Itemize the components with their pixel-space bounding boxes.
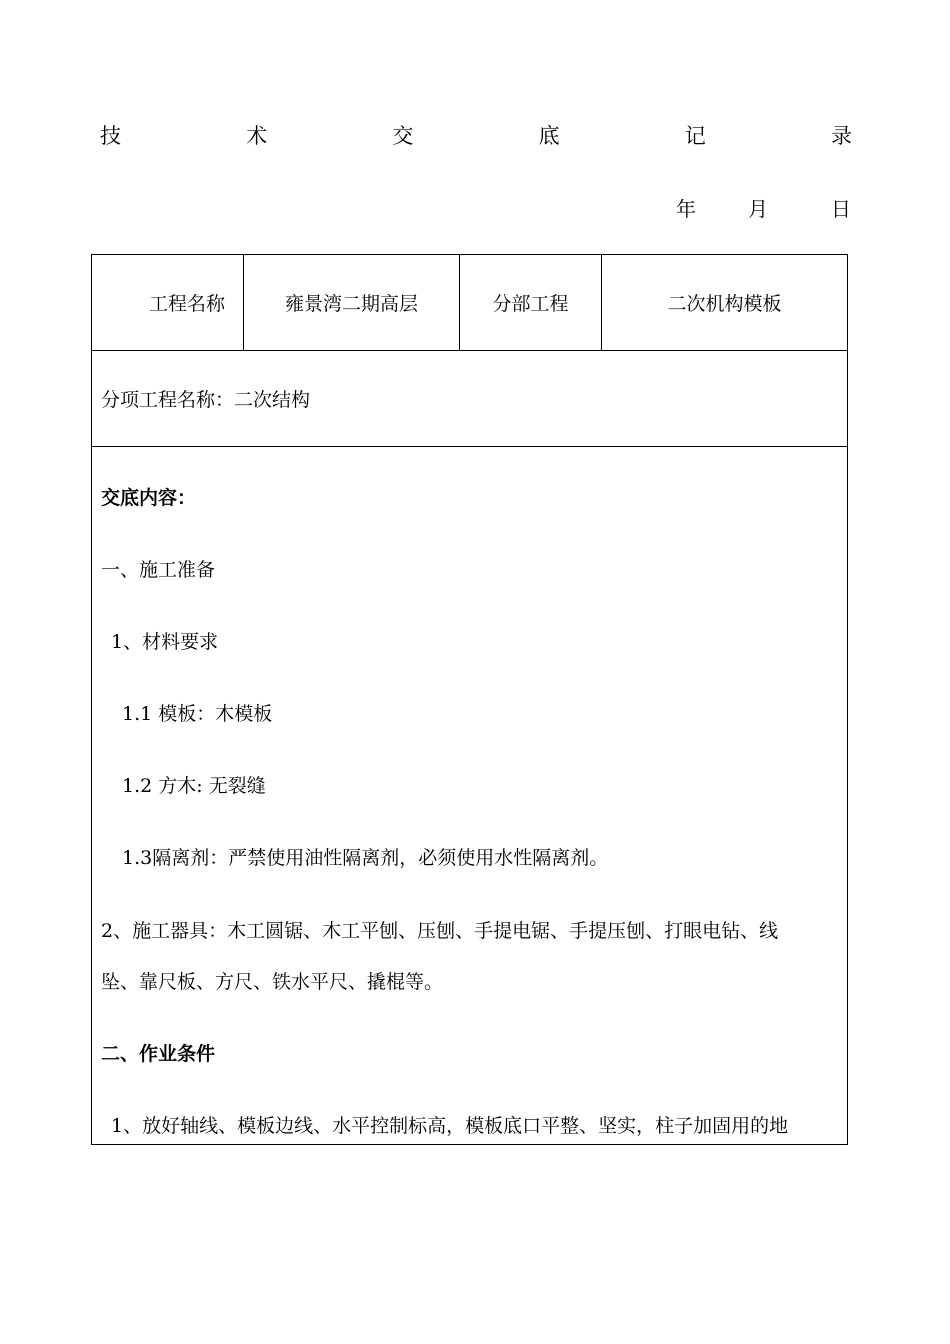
date-year: 年: [676, 197, 696, 221]
division-label: 分部工程: [460, 255, 602, 351]
material-requirements: 1、材料要求: [111, 631, 219, 653]
tools-line-1: 2、施工器具：木工圆锯、木工平刨、压刨、手提电锯、手提压刨、打眼电钻、线: [101, 920, 779, 942]
subitem-row: [92, 351, 848, 447]
material-timber: 1.2 方木: 无裂缝: [122, 775, 266, 797]
title-char: 记: [684, 124, 706, 148]
header-row: [92, 255, 848, 351]
project-name-value: 雍景湾二期高层: [244, 255, 460, 351]
content-heading: 交底内容：: [101, 487, 197, 509]
date-day: 日: [831, 197, 851, 221]
date-line: [0, 193, 950, 223]
section-work-conditions: 二、作业条件: [101, 1043, 216, 1065]
material-formwork: 1.1 模板：木模板: [122, 703, 273, 725]
title-char: 录: [830, 124, 852, 148]
date-month: 月: [748, 197, 768, 221]
document-title: [100, 120, 852, 150]
subitem-name: 分项工程名称：二次结构: [92, 351, 848, 447]
content-cell: [92, 447, 848, 1145]
title-char: 交: [392, 124, 414, 148]
record-table: [91, 254, 848, 1145]
tools-line-2: 坠、靠尺板、方尺、铁水平尺、撬棍等。: [101, 971, 444, 993]
section-preparation: 一、施工准备: [101, 559, 216, 581]
material-release-agent: 1.3隔离剂：严禁使用油性隔离剂，必须使用水性隔离剂。: [122, 847, 609, 869]
title-char: 底: [538, 124, 560, 148]
project-name-label: 工程名称: [92, 255, 244, 351]
division-value: 二次机构模板: [602, 255, 848, 351]
title-char: 术: [246, 124, 268, 148]
content-row: [92, 447, 848, 1145]
condition-1: 1、放好轴线、模板边线、水平控制标高，模板底口平整、坚实，柱子加固用的地: [111, 1115, 789, 1137]
title-char: 技: [100, 124, 121, 148]
